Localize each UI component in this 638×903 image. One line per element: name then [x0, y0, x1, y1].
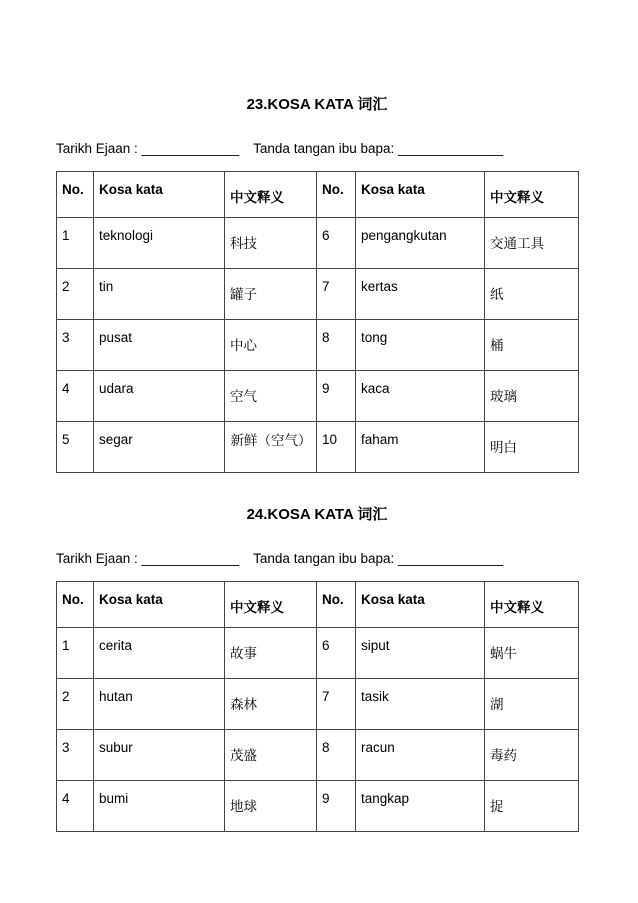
row-number: 2: [57, 679, 94, 730]
row-number: 9: [317, 781, 356, 832]
chinese-meaning: 茂盛: [225, 730, 317, 781]
malay-word: bumi: [94, 781, 225, 832]
header-kosa-kata: Kosa kata: [94, 172, 225, 218]
malay-word: subur: [94, 730, 225, 781]
row-number: 5: [57, 422, 94, 473]
row-number: 2: [57, 269, 94, 320]
table-row: [57, 679, 579, 730]
row-number: 4: [57, 781, 94, 832]
malay-word: siput: [356, 628, 485, 679]
chinese-meaning: 湖: [485, 679, 579, 730]
table-header-row: [57, 582, 579, 628]
chinese-meaning: 捉: [485, 781, 579, 832]
row-number: 4: [57, 371, 94, 422]
row-number: 8: [317, 320, 356, 371]
header-kosa-kata: Kosa kata: [356, 172, 485, 218]
spelling-date-field: Tarikh Ejaan : _____________: [56, 551, 240, 566]
header-kosa-kata: Kosa kata: [356, 582, 485, 628]
chinese-meaning: 科技: [225, 218, 317, 269]
chinese-meaning: 交通工具: [485, 218, 579, 269]
chinese-meaning: 罐子: [225, 269, 317, 320]
signature-line: [56, 549, 578, 569]
row-number: 8: [317, 730, 356, 781]
table-row: [57, 218, 579, 269]
header-no: No.: [57, 172, 94, 218]
malay-word: hutan: [94, 679, 225, 730]
row-number: 3: [57, 320, 94, 371]
table-row: [57, 320, 579, 371]
malay-word: tasik: [356, 679, 485, 730]
malay-word: pengangkutan: [356, 218, 485, 269]
row-number: 6: [317, 218, 356, 269]
chinese-meaning: 桶: [485, 320, 579, 371]
header-no: No.: [317, 172, 356, 218]
chinese-meaning: 明白: [485, 422, 579, 473]
chinese-meaning: 毒药: [485, 730, 579, 781]
header-chinese-meaning: 中文释义: [225, 172, 317, 218]
parent-signature-field: Tanda tangan ibu bapa: ______________: [253, 141, 504, 156]
chinese-meaning: 空气: [225, 371, 317, 422]
malay-word: kertas: [356, 269, 485, 320]
vocab-table: [56, 581, 579, 832]
malay-word: tong: [356, 320, 485, 371]
malay-word: teknologi: [94, 218, 225, 269]
row-number: 10: [317, 422, 356, 473]
row-number: 7: [317, 679, 356, 730]
parent-signature-field: Tanda tangan ibu bapa: ______________: [253, 551, 504, 566]
header-chinese-meaning: 中文释义: [485, 172, 579, 218]
malay-word: segar: [94, 422, 225, 473]
section-title: 24.KOSA KATA 词汇: [246, 506, 388, 523]
malay-word: udara: [94, 371, 225, 422]
spelling-date-field: Tarikh Ejaan : _____________: [56, 141, 240, 156]
header-no: No.: [57, 582, 94, 628]
vocab-table: [56, 171, 579, 473]
chinese-meaning: 纸: [485, 269, 579, 320]
row-number: 6: [317, 628, 356, 679]
chinese-meaning: 地球: [225, 781, 317, 832]
malay-word: pusat: [94, 320, 225, 371]
table-row: [57, 628, 579, 679]
table-row: [57, 781, 579, 832]
malay-word: faham: [356, 422, 485, 473]
malay-word: tin: [94, 269, 225, 320]
section-title: 23.KOSA KATA 词汇: [246, 96, 388, 113]
row-number: 7: [317, 269, 356, 320]
malay-word: kaca: [356, 371, 485, 422]
row-number: 1: [57, 218, 94, 269]
chinese-meaning: 森林: [225, 679, 317, 730]
table-row: [57, 422, 579, 473]
chinese-meaning: 故事: [225, 628, 317, 679]
chinese-meaning: 玻璃: [485, 371, 579, 422]
malay-word: cerita: [94, 628, 225, 679]
row-number: 9: [317, 371, 356, 422]
malay-word: racun: [356, 730, 485, 781]
table-row: [57, 730, 579, 781]
chinese-meaning: 中心: [225, 320, 317, 371]
chinese-meaning: 新鲜（空气）: [225, 422, 317, 473]
table-header-row: [57, 172, 579, 218]
chinese-meaning: 蜗牛: [485, 628, 579, 679]
row-number: 1: [57, 628, 94, 679]
signature-line: [56, 139, 578, 159]
table-row: [57, 371, 579, 422]
header-kosa-kata: Kosa kata: [94, 582, 225, 628]
row-number: 3: [57, 730, 94, 781]
table-row: [57, 269, 579, 320]
malay-word: tangkap: [356, 781, 485, 832]
vocab-section-24: [56, 505, 578, 832]
header-chinese-meaning: 中文释义: [485, 582, 579, 628]
header-no: No.: [317, 582, 356, 628]
vocab-section-23: [56, 95, 578, 473]
header-chinese-meaning: 中文释义: [225, 582, 317, 628]
